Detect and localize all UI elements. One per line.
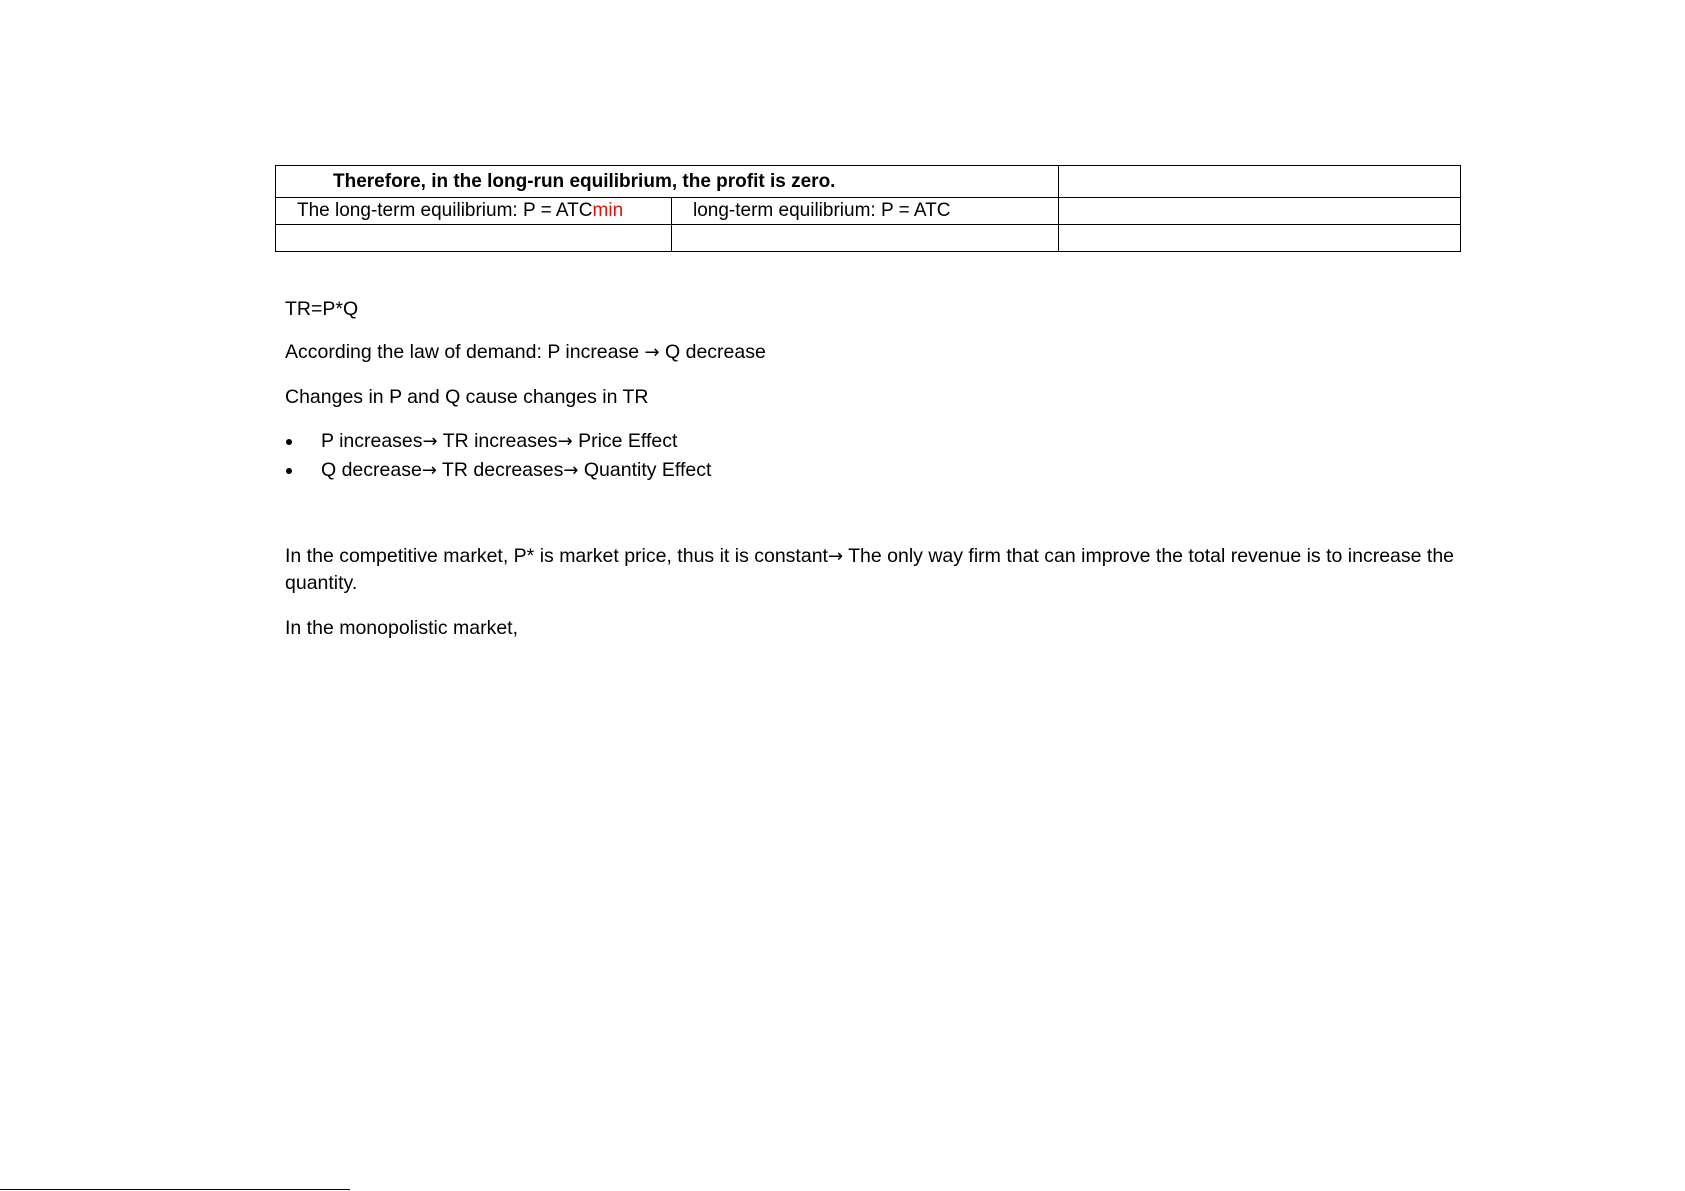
summary-table-container <box>275 165 1460 252</box>
equilibrium-text-2: long-term equilibrium: P = ATC <box>693 200 951 221</box>
formula-text: TR=P*Q <box>285 298 359 320</box>
table-row <box>276 166 1461 198</box>
table-cell-empty <box>1059 198 1461 225</box>
monopolistic-text: In the monopolistic market, <box>285 617 519 639</box>
equilibrium-text: The long-term equilibrium: P = ATC <box>297 200 593 221</box>
bullet-text <box>321 428 677 455</box>
bullet-icon <box>286 468 292 474</box>
changes-line <box>285 384 649 411</box>
table-cell-empty <box>276 225 672 252</box>
arrow-right-icon: → <box>421 460 437 481</box>
arrow-right-icon: → <box>422 431 438 452</box>
table-row <box>276 198 1461 225</box>
bullet-part: P increases <box>321 430 423 452</box>
table-row <box>276 225 1461 252</box>
competitive-market-paragraph <box>285 543 1465 597</box>
arrow-right-icon: → <box>557 431 573 452</box>
min-subscript-text: min <box>592 200 624 221</box>
bullet-part: TR increases <box>437 430 558 452</box>
law-of-demand-line <box>285 339 766 366</box>
table-cell-empty <box>672 225 1059 252</box>
competitive-text-2: The only way firm that can improve the total revenue is to increase the quantity. <box>285 545 1455 594</box>
arrow-right-icon: → <box>563 460 579 481</box>
bullet-part: Price Effect <box>572 430 678 452</box>
footnote-separator <box>0 1189 350 1190</box>
competitive-text-1: In the competitive market, P* is market price, thus it is constant <box>285 545 828 567</box>
table-cell-empty <box>1059 225 1461 252</box>
bullet-part: TR decreases <box>436 459 564 481</box>
bullet-text <box>321 457 711 484</box>
table-heading-cell <box>276 166 1059 198</box>
monopolistic-line <box>285 615 518 642</box>
law-text-suffix: Q decrease <box>659 341 766 363</box>
summary-table <box>275 165 1461 252</box>
arrow-right-icon: → <box>644 342 660 363</box>
table-cell-equilibrium <box>672 198 1059 225</box>
law-text-prefix: According the law of demand: P increase <box>285 341 645 363</box>
formula-line <box>285 296 358 323</box>
table-cell-empty <box>1059 166 1461 198</box>
changes-text: Changes in P and Q cause changes in TR <box>285 386 649 408</box>
arrow-right-icon: → <box>827 546 844 567</box>
list-item <box>285 428 1085 455</box>
bullet-part: Quantity Effect <box>578 459 712 481</box>
bullet-part: Q decrease <box>321 459 422 481</box>
table-heading: Therefore, in the long-run equilibrium, the profit is zero. <box>333 170 836 192</box>
list-item <box>285 457 1085 484</box>
bullet-icon <box>286 439 292 445</box>
table-cell-equilibrium-min <box>276 198 672 225</box>
